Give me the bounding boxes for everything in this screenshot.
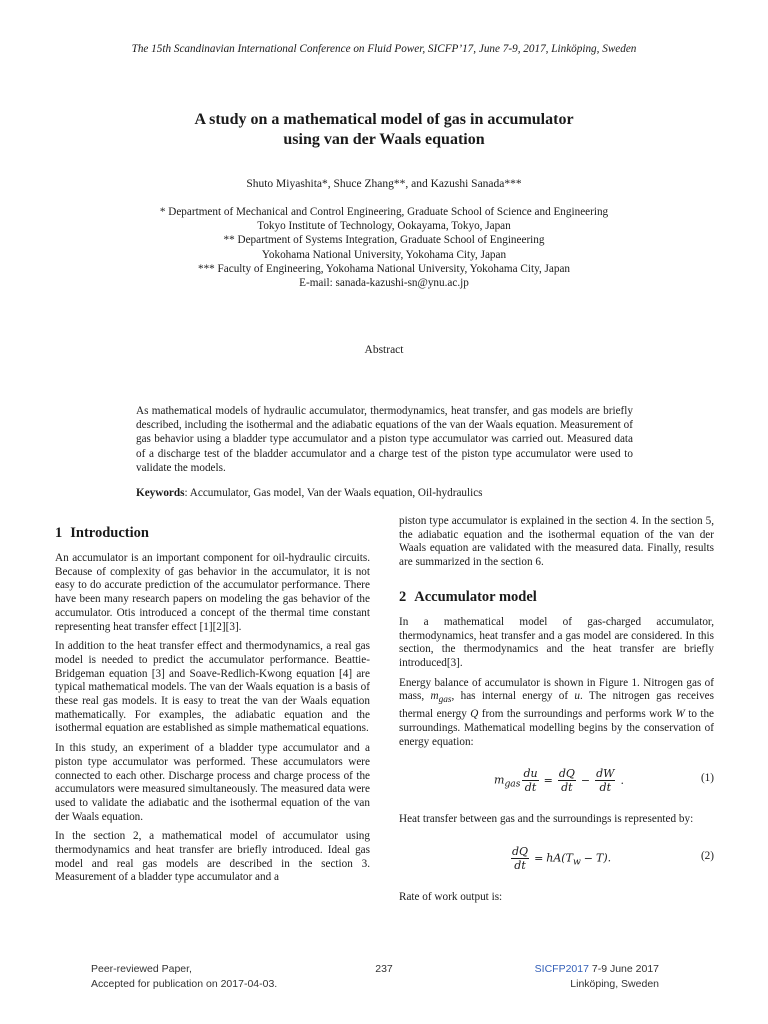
abstract-heading: Abstract: [364, 344, 404, 356]
intro-paragraph-2: In addition to the heat transfer effect and thermodynamics, a real gas model is needed to predict the accumulator performance. Beattie-Bridgeman equation [3] and Soave-Redlich-Kwong equation [4] are typical mathematical models. The van der Waals equation is a basis of these real gas models. It is easy to treat the van der Waals equation mathematically. For examples, the adiabatic equation and the isothermal equation are established as simple mathematical equations.: [55, 640, 370, 735]
section-title: Accumulator model: [414, 588, 537, 605]
equation-1: [399, 763, 714, 799]
affiliation-line: * Department of Mechanical and Control Engineering, Graduate School of Science and Engineering: [159, 206, 609, 218]
footer-line: Accepted for publication on 2017-04-03.: [91, 978, 278, 990]
heat-transfer-equation: $\frac{dQ}{dt}$ = $hA(T_w - T)$.: [512, 845, 612, 873]
section-title: Introduction: [70, 525, 149, 541]
equation-number: (2): [700, 850, 714, 863]
affiliation-line: ** Department of Systems Integration, Graduate School of Engineering: [223, 234, 545, 247]
footer-conference: [532, 962, 659, 992]
model-paragraph-1: In a mathematical model of gas-charged accumulator, thermodynamics, heat transfer and a gas model are considered. In this section, the thermodynamics and the heat transfer are briefly introduced[3].: [399, 615, 714, 669]
section-heading-accumulator-model: [399, 588, 714, 606]
title-line-2: using van der Waals equation: [283, 131, 485, 148]
abstract-text: As mathematical models of hydraulic accumulator, thermodynamics, heat transfer, and gas models are briefly described, including the isothermal and the adiabatic equations of the van der Waals equation. Measurement of gas behavior using a bladder type accumulator and a piston type accumulator was carried out. Measured data of a discharge test of the bladder accumulator and a charge test of the piston type accumulator were used to validate the models.: [136, 405, 633, 474]
energy-balance-equation: $m_{gas}$ $\frac{du}{dt}$ = $\frac{dQ}{dt}$ − $\frac{dW}{dt}$ .: [494, 767, 624, 795]
affiliation-line: Yokohama National University, Yokohama City, Japan: [261, 248, 507, 261]
intro-paragraph-3: In this study, an experiment of a bladder type accumulator and a piston type accumulator was performed. These accumulators were connected to each other. Discharge process and charge process of the accumulators were measured simultaneously. The measured data were used to validate the adiabatic and the isothermal equation of the van der Waals equation.: [55, 742, 370, 823]
conference-header: The 15th Scandinavian International Conference on Fluid Power, SICFP’17, June 7-9, 2017, Linköping, Sweden: [131, 43, 637, 55]
section-heading-introduction: [55, 524, 370, 542]
left-column: [55, 524, 370, 891]
right-column: [399, 515, 714, 911]
model-paragraph-3: Heat transfer between gas and the surroundings is represented by:: [399, 813, 694, 826]
contact-email: E-mail: sanada-kazushi-sn@ynu.ac.jp: [299, 277, 469, 290]
paper-title: [0, 110, 768, 150]
section-number: 2: [399, 588, 407, 605]
intro-paragraph-4: In the section 2, a mathematical model of accumulator using thermodynamics and heat transfer are briefly introduced. Ideal gas model and real gas models are described in the section 3. Measurement of a bladder type accumulator and a: [55, 830, 370, 884]
affiliation-line: Tokyo Institute of Technology, Ookayama, Tokyo, Japan: [257, 220, 511, 233]
title-line-1: A study on a mathematical model of gas in accumulator: [194, 111, 574, 128]
model-paragraph-4: Rate of work output is:: [399, 891, 503, 904]
equation-2: [399, 841, 714, 877]
keywords: [136, 486, 633, 500]
footer-location: Linköping, Sweden: [570, 978, 659, 990]
page-number: 237: [375, 963, 393, 975]
equation-number: (1): [700, 772, 714, 785]
keywords-label: Keywords: [136, 487, 185, 499]
affiliations: [0, 205, 768, 290]
intro-continuation: piston type accumulator is explained in the section 4. In the section 5, the adiabatic equation and the isothermal equation of the van der Waals equation are validated with the measured data. Finally, results are summarized in the section 6.: [399, 515, 714, 569]
footer-dates: 7-9 June 2017: [588, 963, 659, 975]
intro-paragraph-1: An accumulator is an important component for oil-hydraulic circuits. Because of complexity of gas behavior in the accumulator, it is not easy to do accurate prediction of the accumulator performance. There have been many research papers on modeling the gas behavior of the accumulator. Otis introduced a concept of the thermal time constant representing heat transfer effect [1][2][3].: [55, 552, 370, 633]
affiliation-line: *** Faculty of Engineering, Yokohama National University, Yokohama City, Japan: [197, 262, 571, 275]
footer-line: Peer-reviewed Paper,: [91, 963, 192, 975]
model-paragraph-2: Energy balance of accumulator is shown in Figure 1. Nitrogen gas of mass, $m_{gas}$, has internal energy of u. The nitrogen gas receives thermal energy Q from the surroundings and performs work W to the surroundings. Mathematical modelling begins by the conservation of energy equation:: [399, 676, 715, 748]
author-list: Shuto Miyashita*, Shuce Zhang**, and Kazushi Sanada***: [246, 178, 522, 190]
keywords-list: : Accumulator, Gas model, Van der Waals equation, Oil-hydraulics: [184, 487, 483, 499]
footer-conference-name: SICFP2017: [534, 963, 589, 975]
section-number: 1: [55, 525, 63, 541]
